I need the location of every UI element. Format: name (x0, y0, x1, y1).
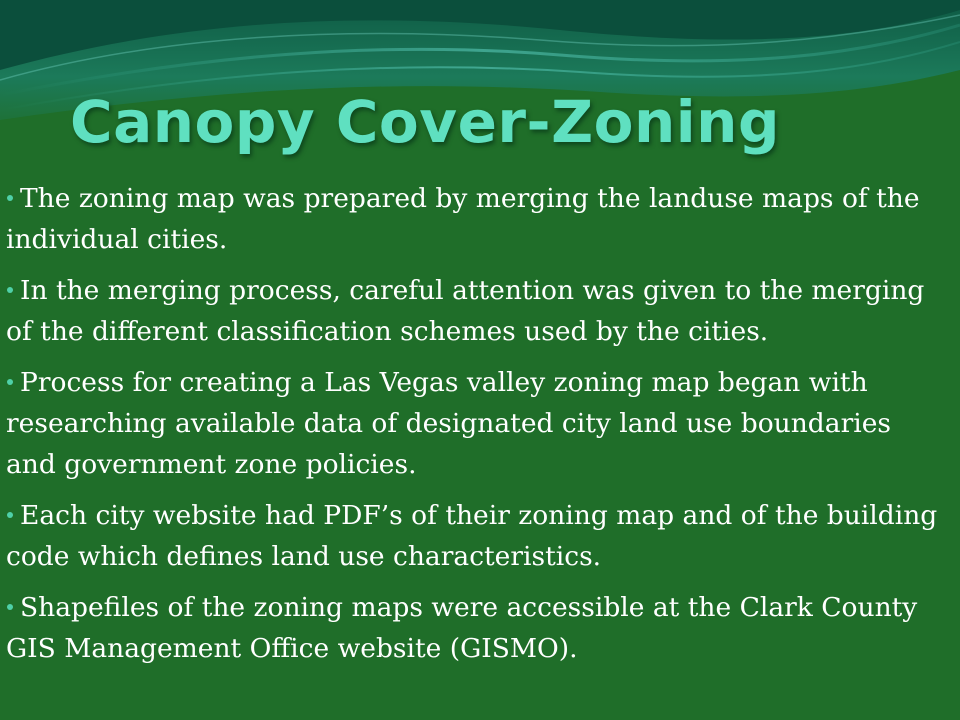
bullet-item (6, 362, 946, 485)
bullet-text: Each city website had PDF’s of their zoning map and of the building code which defines land use characteristics. (6, 500, 938, 572)
bullet-list (6, 178, 946, 679)
bullet-item (6, 270, 946, 352)
bullet-marker-icon (7, 287, 13, 293)
bullet-marker-icon (7, 604, 13, 610)
bullet-item (6, 587, 946, 669)
bullet-marker-icon (7, 512, 13, 518)
bullet-text: In the merging process, careful attention was given to the merging of the different classification schemes used by the cities. (6, 275, 925, 347)
bullet-text: Shapefiles of the zoning maps were accessible at the Clark County GIS Management Office website (GISMO). (6, 592, 918, 664)
bullet-marker-icon (7, 195, 13, 201)
bullet-item (6, 495, 946, 577)
bullet-text: The zoning map was prepared by merging the landuse maps of the individual cities. (6, 183, 920, 255)
bullet-text: Process for creating a Las Vegas valley zoning map began with researching available data of designated city land use boundaries and government zone policies. (6, 367, 891, 480)
bullet-item (6, 178, 946, 260)
bullet-marker-icon (7, 379, 13, 385)
slide-title: Canopy Cover-Zoning (70, 88, 780, 156)
